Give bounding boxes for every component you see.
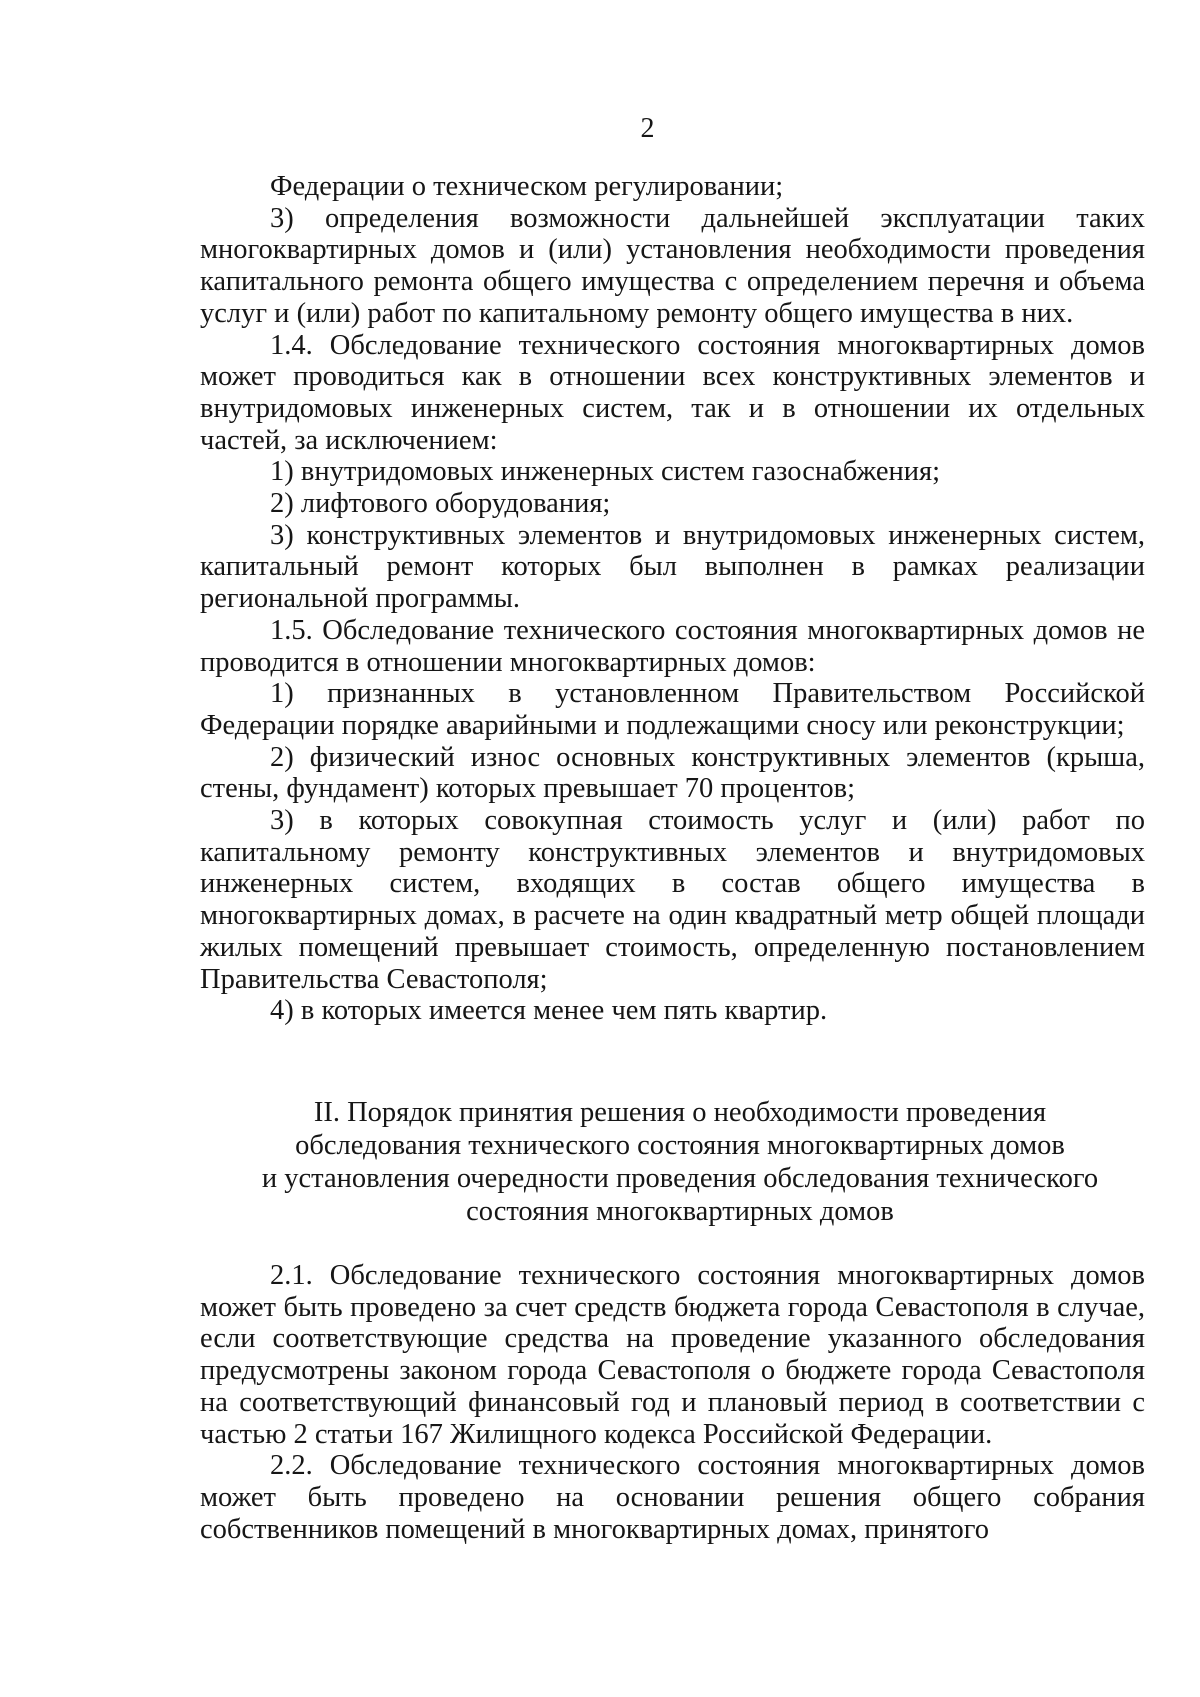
section-2-body <box>200 1260 1145 1545</box>
paragraph: 3) конструктивных элементов и внутридомовых инженерных систем, капитальный ремонт которых был выполнен в рамках реализации региональной программы. <box>200 519 1145 615</box>
paragraph: 1.5. Обследование технического состояния многоквартирных домов не проводится в отношении многоквартирных домов: <box>200 614 1145 678</box>
paragraph: 1) признанных в установленном Правительством Российской Федерации порядке аварийными и подлежащими сносу или реконструкции; <box>200 678 1145 741</box>
heading-line: и установления очередности проведения обследования технического <box>261 1163 1099 1194</box>
section-2-heading <box>200 1096 1160 1228</box>
paragraph: 2.2. Обследование технического состояния многоквартирных домов может быть проведено на основании решения общего собрания собственников помещений в многоквартирных домах, принятого <box>200 1450 1145 1545</box>
paragraph: 2) физический износ основных конструктивных элементов (крыша, стены, фундамент) которых превышает 70 процентов; <box>200 741 1145 805</box>
paragraph: 3) определения возможности дальнейшей эксплуатации таких многоквартирных домов и (или) установления необходимости проведения капитального ремонта общего имущества с определением перечня и объема услуг и (или) работ по капитальному ремонту общего имущества в них. <box>200 202 1145 329</box>
paragraph: 2) лифтового оборудования; <box>270 488 611 520</box>
paragraph: 1) внутридомовых инженерных систем газоснабжения; <box>270 456 941 488</box>
heading-line: II. Порядок принятия решения о необходимости проведения <box>313 1097 1047 1128</box>
page-number: 2 <box>640 113 655 144</box>
paragraph: 3) в которых совокупная стоимость услуг и (или) работ по капитальному ремонту конструктивных элементов и внутридомовых инженерных систем, входящих в состав общего имущества в многоквартирных домах, в расчете на один квадратный метр общей площади жилых помещений превышает стоимость, определенную постановлением Правительства Севастополя; <box>200 805 1145 995</box>
section-1-body <box>200 171 1145 1027</box>
paragraph: 4) в которых имеется менее чем пять квартир. <box>270 995 828 1027</box>
heading-line: состояния многоквартирных домов <box>466 1196 894 1227</box>
heading-line: обследования технического состояния многоквартирных домов <box>295 1130 1065 1161</box>
paragraph: 2.1. Обследование технического состояния многоквартирных домов может быть проведено за счет средств бюджета города Севастополя в случае, если соответствующие средства на проведение указанного обследования предусмотрены законом города Севастополя о бюджете города Севастополя на соответствующий финансовый год и плановый период в соответствии с частью 2 статьи 167 Жилищного кодекса Российской Федерации. <box>200 1260 1145 1450</box>
paragraph: 1.4. Обследование технического состояния многоквартирных домов может проводиться как в отношении всех конструктивных элементов и внутридомовых инженерных систем, так и в отношении их отдельных частей, за исключением: <box>200 329 1145 456</box>
paragraph: Федерации о техническом регулировании; <box>270 171 784 202</box>
